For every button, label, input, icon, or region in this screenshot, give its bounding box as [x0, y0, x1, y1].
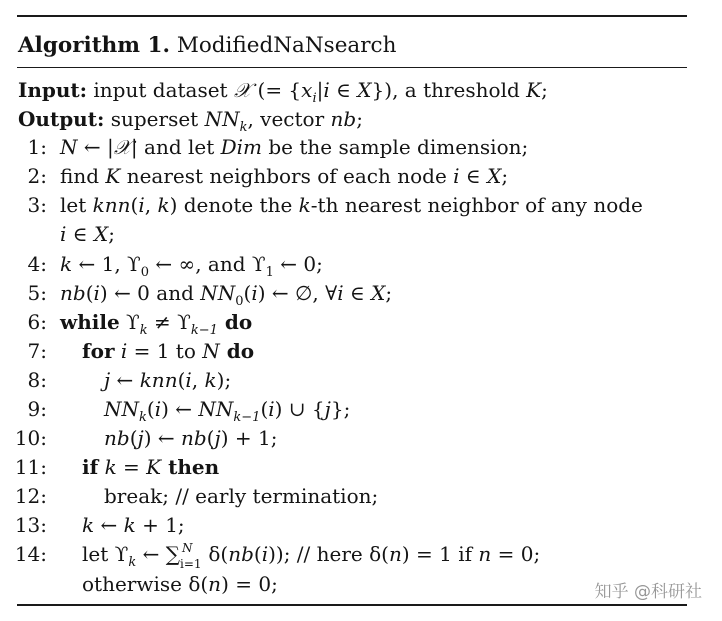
- step-14: 14: let $ϒ_k$ ← ∑ N i=1 δ(nb(i)); // here δ(n) = 1 if n = 0;: [14, 540, 541, 571]
- step-8: 8: j ← knn(i, k);: [0, 366, 722, 395]
- step-number: 11:: [14, 455, 47, 479]
- step-number: 10:: [14, 426, 47, 450]
- step-5: 5: nb(i) ← 0 and $NN_0(i)$ ← ∅, ∀i ∈ X;: [27, 281, 393, 309]
- input-keyword: Input:: [18, 78, 88, 102]
- step-number: 13:: [14, 513, 47, 537]
- while-keyword: while: [60, 310, 120, 334]
- title-rule: [17, 67, 687, 68]
- algorithm-label: Algorithm 1.: [18, 33, 170, 58]
- step-7: 7: for i = 1 to N do: [0, 337, 722, 366]
- output-line: Output: superset $NN_k$, vector nb;: [18, 107, 363, 135]
- step-4: 4: k ← 1, $ϒ_0$ ← ∞, and $ϒ_1$ ← 0;: [27, 252, 323, 280]
- step-number: 3:: [27, 193, 47, 217]
- step-13: 13: k ← k + 1;: [0, 511, 722, 540]
- sum-limits: N i=1: [180, 540, 202, 571]
- step-3-continued: i ∈ X;: [60, 222, 115, 246]
- step-10: 10: nb(j) ← nb(j) + 1;: [0, 424, 722, 453]
- step-number: 6:: [27, 310, 47, 334]
- for-keyword: for: [82, 339, 115, 363]
- step-9: 9: $NN_k(i)$ ← $NN_{k-1}(i)$ ∪ {j};: [27, 397, 351, 425]
- step-number: 12:: [14, 484, 47, 508]
- if-keyword: if: [82, 455, 99, 479]
- step-1: 1: N ← |𝒳| and let Dim be the sample dimension;: [0, 133, 722, 162]
- algorithm-name: ModifiedNaNsearch: [176, 33, 397, 58]
- then-keyword: then: [161, 455, 220, 479]
- step-number: 9:: [27, 397, 47, 421]
- step-number: 5:: [27, 281, 47, 305]
- top-rule: [17, 15, 687, 17]
- step-number: 2:: [27, 164, 47, 188]
- step-number: 14:: [14, 542, 47, 566]
- do-keyword: do: [219, 339, 255, 363]
- bottom-rule: [17, 604, 687, 606]
- do-keyword: do: [217, 310, 253, 334]
- step-number: 8:: [27, 368, 47, 392]
- watermark: 知乎 @科研社: [594, 582, 702, 602]
- step-11: 11: if k = K then: [0, 453, 722, 482]
- step-3: 3: let knn(i, k) denote the k-th nearest neighbor of any node: [0, 191, 722, 220]
- step-6: 6: while $ϒ_k \ne ϒ_{k-1}$ do: [27, 310, 253, 338]
- input-line: Input: input dataset 𝒳 (= {$x_i|i$ ∈ X}), a threshold K;: [18, 78, 548, 106]
- step-12: 12: break; // early termination;: [0, 482, 722, 511]
- step-number: 1:: [27, 135, 47, 159]
- step-2: 2: find K nearest neighbors of each node i ∈ X;: [0, 162, 722, 191]
- algorithm-title: [18, 31, 396, 61]
- step-number: 4:: [27, 252, 47, 276]
- output-keyword: Output:: [18, 107, 105, 131]
- step-number: 7:: [27, 339, 47, 363]
- step-14-continued: otherwise δ(n) = 0;: [82, 572, 278, 596]
